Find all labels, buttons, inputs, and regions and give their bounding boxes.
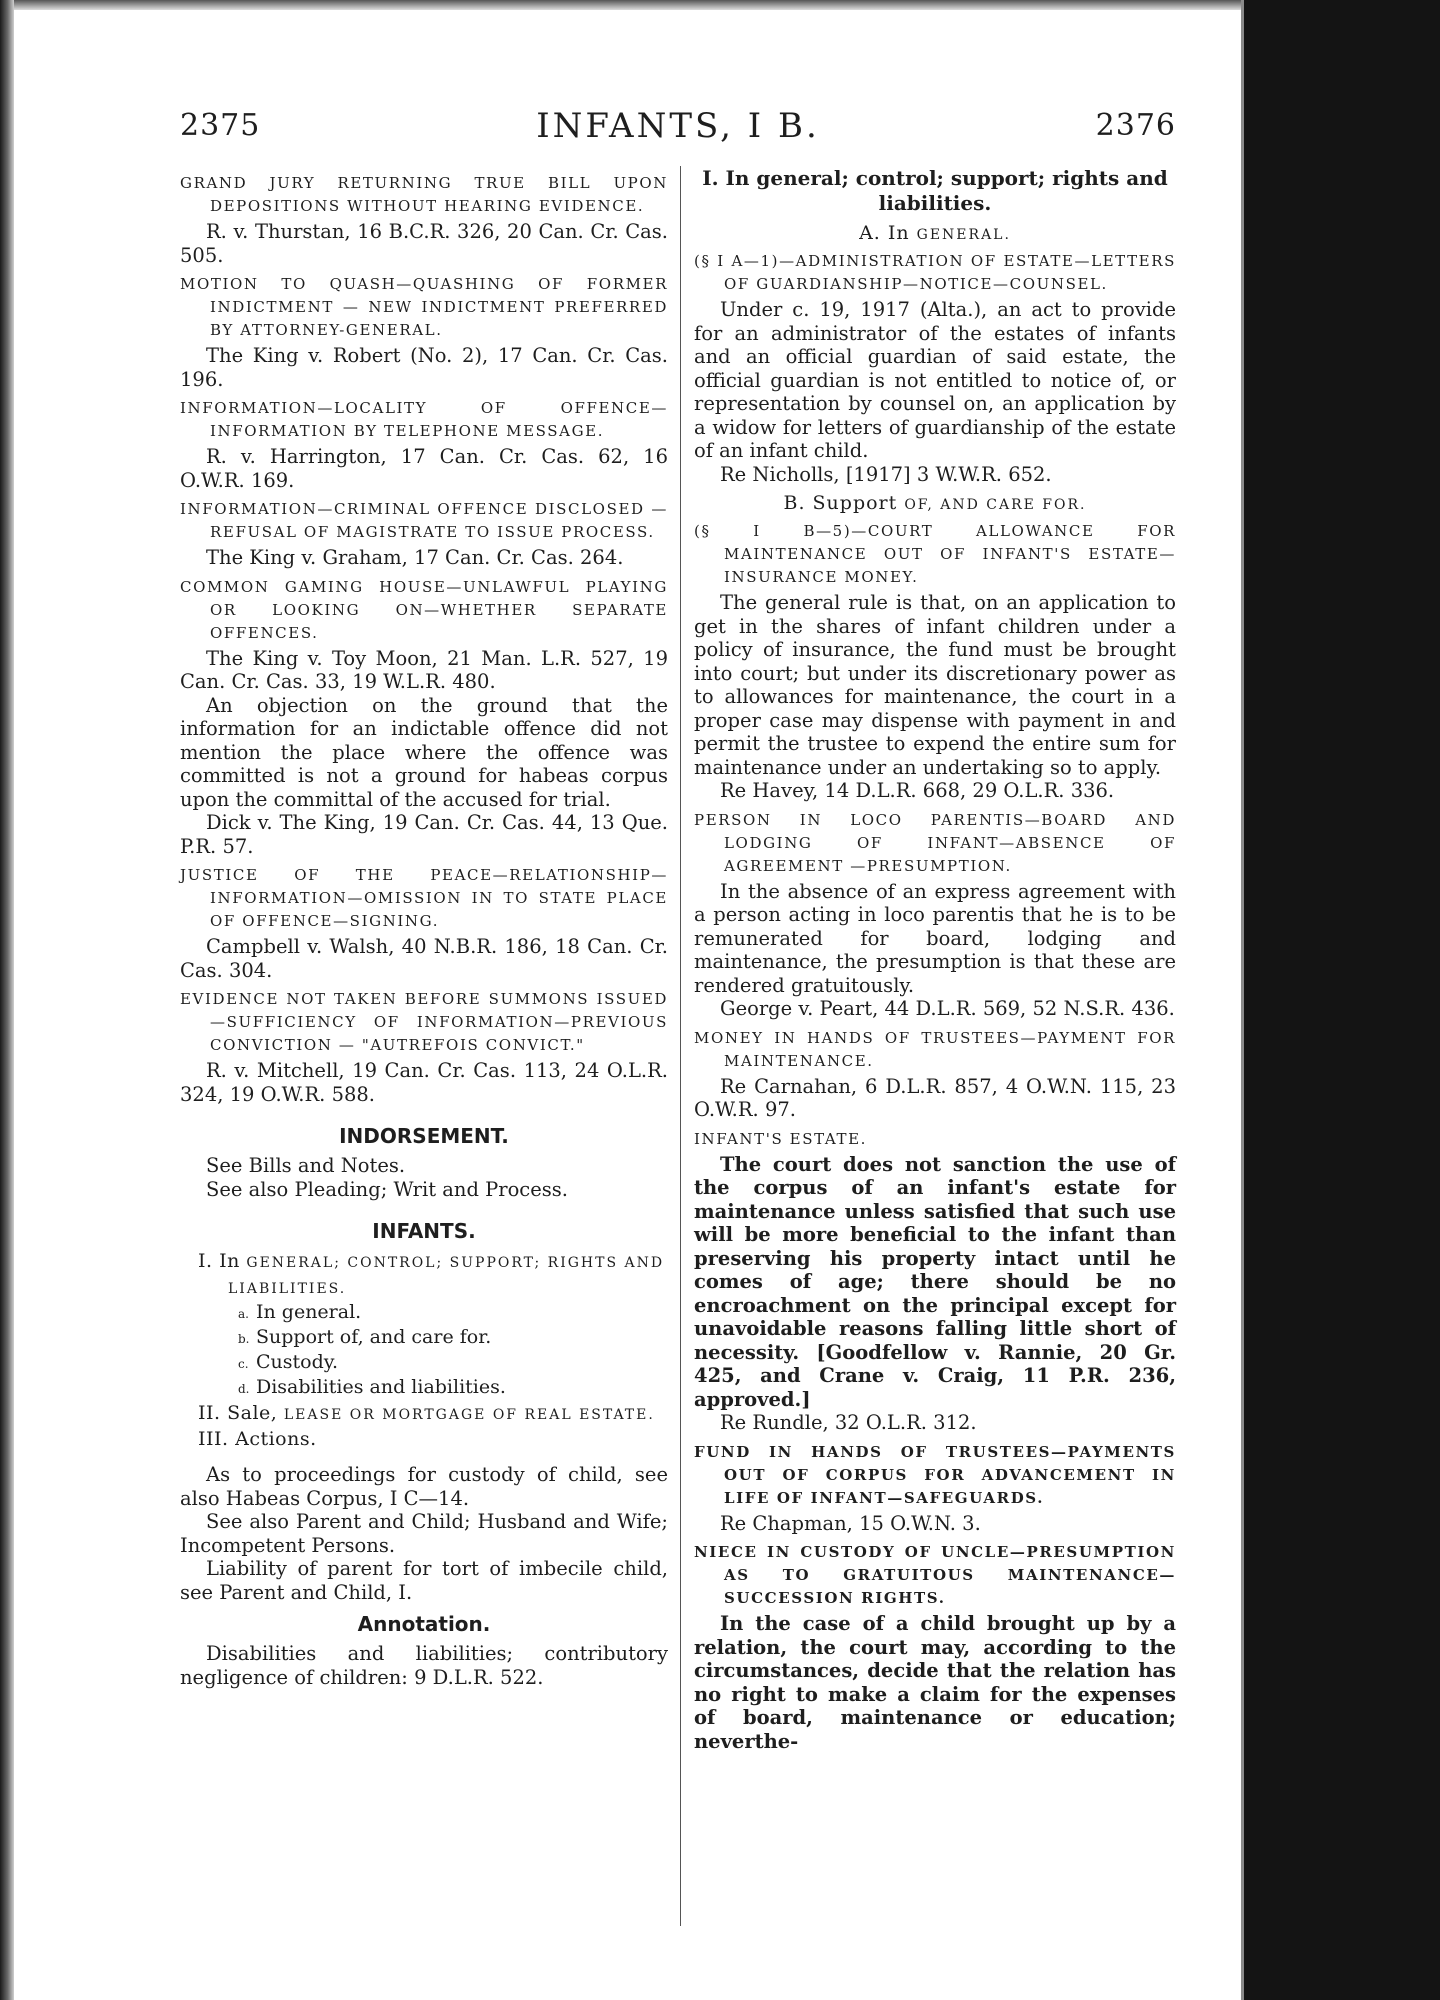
case-citation: Re Chapman, 15 O.W.N. 3. [720,1511,981,1535]
outline-division [180,1249,668,1301]
running-title: INFANTS, I B. [536,106,820,146]
page-number-left: 2375 [180,108,261,143]
right-column [694,166,1176,1753]
outline-subdivision [180,1351,668,1376]
headnote: COMMON GAMING HOUSE—UNLAWFUL PLAYING OR LOOKING ON—WHETHER SEPARATE OFFENCES. [180,577,668,642]
outline-sub-text: In general. [256,1301,362,1323]
cross-reference-note: See also Parent and Child; Husband and Wife; Incompetent Persons. [180,1510,668,1557]
subdivision-a-heading [694,222,1176,244]
page-number-right: 2376 [1095,108,1176,143]
infants-outline [180,1249,668,1453]
outline-first-word: In [219,1250,240,1272]
indorsement-see: See Bills and Notes. [206,1154,406,1177]
book-spine-shadow [0,0,14,2000]
case-citation: Re Nicholls, [1917] 3 W.W.R. 652. [720,462,1052,486]
section-title-line-2: liabilities. [878,191,992,215]
digest-paragraph: Under c. 19, 1917 (Alta.), an act to provide for an administrator of the estates of infants and an official guardian of said estate, the official guardian is not entitled to notice of, or representation by counsel on, an application by a widow for letters of guardianship of the estate of an infant child. [694,298,1176,462]
case-citation: R. v. Thurstan, 16 B.C.R. 326, 20 Can. Cr. Cas. 505. [180,220,668,267]
indorsement-see-also: See also Pleading; Writ and Process. [206,1177,568,1201]
outline-first-word: Actions. [235,1428,317,1450]
case-citation: R. v. Mitchell, 19 Can. Cr. Cas. 113, 24 O.L.R. 324, 19 O.W.R. 588. [180,1059,668,1106]
outline-sub-letter: a. [238,1307,249,1321]
infants-notes [180,1463,668,1604]
outline-sub-letter: c. [238,1357,249,1371]
case-citation: Re Rundle, 32 O.L.R. 312. [720,1411,977,1434]
cross-reference-note: Liability of parent for tort of imbecile child, see Parent and Child, I. [180,1557,668,1604]
annotation-heading: Annotation. [357,1612,491,1636]
headnote: MONEY IN HANDS OF TRUSTEES—PAYMENT FOR MAINTENANCE. [694,1028,1176,1070]
outline-division [180,1427,668,1453]
case-citation: Dick v. The King, 19 Can. Cr. Cas. 44, 13 Que. P.R. 57. [180,811,668,858]
headnote: NIECE IN CUSTODY OF UNCLE—PRESUMPTION AS TO GRATUITOUS MAINTENANCE—SUCCESSION RIGHTS. [694,1543,1176,1607]
subdivision-a-entries [694,250,1176,486]
scan-dark-margin [1244,0,1440,2000]
outline-sub-text: Disabilities and liabilities. [256,1376,506,1398]
infants-heading: INFANTS. [372,1219,476,1243]
outline-division [180,1401,668,1427]
headnote: FUND IN HANDS OF TRUSTEES—PAYMENTS OUT OF CORPUS FOR ADVANCEMENT IN LIFE OF INFANT—SAFEGUARDS. [694,1442,1176,1507]
outline-numeral: III. [198,1428,229,1450]
headnote: JUSTICE OF THE PEACE—RELATIONSHIP—INFORMATION—OMISSION IN TO STATE PLACE OF OFFENCE—SIGNING. [180,866,668,930]
case-citation: R. v. Harrington, 17 Can. Cr. Cas. 62, 16 O.W.R. 169. [180,445,668,492]
outline-sub-text: Support of, and care for. [256,1326,492,1348]
outline-subdivision [180,1376,668,1401]
headnote: (§ I B—5)—COURT ALLOWANCE FOR MAINTENANCE OUT OF INFANT'S ESTATE—INSURANCE MONEY. [694,522,1176,586]
outline-first-word: Sale, [227,1402,278,1424]
headnote: GRAND JURY RETURNING TRUE BILL UPON DEPOSITIONS WITHOUT HEARING EVIDENCE. [180,174,668,215]
book-page [180,100,1176,1980]
subdivision-b-entries [694,520,1176,1753]
digest-paragraph: An objection on the ground that the information for an indictable offence did not mention the place where the offence was committed is not a ground for habeas corpus upon the committal of the accused for trial. [180,693,668,811]
page-header [180,100,1176,150]
headnote: EVIDENCE NOT TAKEN BEFORE SUMMONS ISSUED—SUFFICIENCY OF INFORMATION—PREVIOUS CONVICTION — "AUTREFOIS CONVICT." [180,990,668,1054]
outline-sub-letter: b. [238,1332,250,1346]
headnote: PERSON IN LOCO PARENTIS—BOARD AND LODGING OF INFANT—ABSENCE OF AGREEMENT —PRESUMPTION. [694,810,1176,875]
outline-sub-letter: d. [238,1382,250,1396]
digest-paragraph: The general rule is that, on an application to get in the shares of infant children under a policy of insurance, the fund must be brought into court; but under its discretionary power as to allowances for maintenance, the court in a proper case may dispense with payment in and permit the trustee to expend the entire sum for maintenance under an undertaking so to apply. [694,591,1176,779]
case-citation: Campbell v. Walsh, 40 N.B.R. 186, 18 Can. Cr. Cas. 304. [180,935,668,982]
digest-paragraph: The court does not sanction the use of the corpus of an infant's estate for maintenance unless satisfied that such use will be more beneficial to the infant than preserving his property intact until he comes of age; there should be no encroachment on the principal except for unavoidable reasons falling little short of necessity. [Goodfellow v. Rannie, 20 Gr. 425, and Crane v. Craig, 11 P.R. 236, approved.] [694,1152,1176,1411]
left-column [180,166,668,1689]
scan-top-edge [14,0,1241,10]
headnote: MOTION TO QUASH—QUASHING OF FORMER INDICTMENT — NEW INDICTMENT PREFERRED BY ATTORNEY-GENERAL. [180,275,668,339]
subdivision-b-first: B. Support [783,492,898,514]
outline-rest: GENERAL; CONTROL; SUPPORT; RIGHTS AND LIABILITIES. [228,1255,665,1297]
digest-paragraph: In the absence of an express agreement with a person acting in loco parentis that he is to be remunerated for board, lodging and maintenance, the presumption is that these are rendered gratuitously. [694,879,1176,997]
headnote: INFORMATION—CRIMINAL OFFENCE DISCLOSED —REFUSAL OF MAGISTRATE TO ISSUE PROCESS. [180,500,668,541]
subdivision-a-rest: GENERAL. [916,227,1011,243]
case-citation: Re Havey, 14 D.L.R. 668, 29 O.L.R. 336. [720,779,1115,802]
case-citation: The King v. Robert (No. 2), 17 Can. Cr. Cas. 196. [180,344,668,391]
outline-sub-text: Custody. [256,1351,339,1373]
case-citation: The King v. Graham, 17 Can. Cr. Cas. 264. [206,546,624,569]
section-title-line-1: I. In general; control; support; rights and [702,166,1168,190]
column-divider [680,166,681,1926]
outline-numeral: II. [198,1402,221,1424]
headnote: (§ I A—1)—ADMINISTRATION OF ESTATE—LETTERS OF GUARDIANSHIP—NOTICE—COUNSEL. [694,252,1176,293]
subdivision-b-rest: OF, AND CARE FOR. [904,497,1087,513]
headnote: INFANT'S ESTATE. [694,1129,868,1148]
subdivision-b-heading [694,492,1176,514]
case-citation: The King v. Toy Moon, 21 Man. L.R. 527, 19 Can. Cr. Cas. 33, 19 W.L.R. 480. [180,646,668,693]
outline-rest: LEASE OR MORTGAGE OF REAL ESTATE. [283,1407,655,1423]
digest-paragraph: In the case of a child brought up by a relation, the court may, according to the circumstances, decide that the relation has no right to make a claim for the expenses of board, maintenance or education; neverthe- [694,1612,1176,1753]
left-digest-entries [180,172,668,1106]
subdivision-a-first: A. In [859,222,910,244]
outline-subdivision [180,1301,668,1326]
outline-numeral: I. [198,1250,213,1272]
case-citation: George v. Peart, 44 D.L.R. 569, 52 N.S.R. 436. [720,997,1175,1020]
section-title [694,166,1176,216]
headnote: INFORMATION—LOCALITY OF OFFENCE—INFORMATION BY TELEPHONE MESSAGE. [180,399,668,440]
annotation-text: Disabilities and liabilities; contributory negligence of children: 9 D.L.R. 522. [180,1642,668,1689]
case-citation: Re Carnahan, 6 D.L.R. 857, 4 O.W.N. 115, 23 O.W.R. 97. [694,1074,1176,1121]
outline-subdivision [180,1326,668,1351]
cross-reference-note: As to proceedings for custody of child, see also Habeas Corpus, I C—14. [180,1463,668,1510]
indorsement-heading: INDORSEMENT. [339,1124,509,1148]
